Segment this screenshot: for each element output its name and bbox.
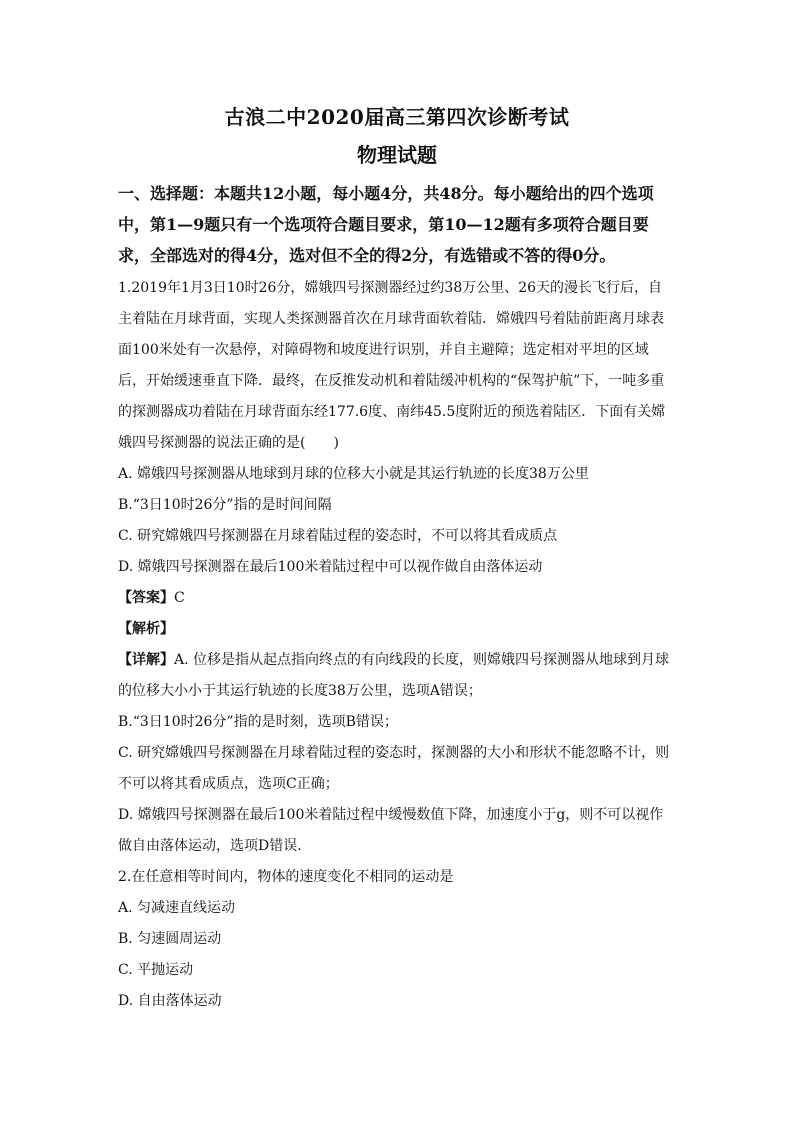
detail-a [118,645,676,707]
exam-subtitle: 物理试题 [357,143,437,167]
question-1-option-a: A. 嫦娥四号探测器从地球到月球的位移大小就是其运行轨迹的长度38万公里 [118,466,589,482]
detail-label: 【详解】 [118,652,174,668]
answer-line [118,583,676,614]
analysis-line [118,614,676,645]
answer-label: 【答案】 [118,590,174,606]
section-heading: 一、选择题：本题共12小题，每小题4分，共48分。每小题给出的四个选项中，第1—9题只有一个选项符合题目要求，第10—12题有多项符合题目要求，全部选对的得4分，选对但不全的得2分，有选错或不答的得0分。 [118,184,654,265]
question-1-option-b: B.“3日10时26分”指的是时间间隔 [118,497,332,513]
question-2-option-b: B. 匀速圆周运动 [118,931,222,947]
question-2-stem: 2.在任意相等时间内，物体的速度变化不相同的运动是 [118,869,454,885]
question-1-stem: 1.2019年1月3日10时26分，嫦娥四号探测器经过约38万公里、26天的漫长飞行后，自主着陆在月球背面，实现人类探测器首次在月球背面软着陆．嫦娥四号着陆前距离月球表面100米处有一次悬停，对障碍物和坡度进行识别，并自主避障；选定相对平坦的区域后，开始缓速垂直下降．最终，在反推发动机和着陆缓冲机构的“保驾护航”下，一吨多重的探测器成功着陆在月球背面东经177.6度、南纬45.5度附近的预选着陆区．下面有关嫦娥四号探测器的说法正确的是( ) [118,280,666,451]
question-2-option-c: C. 平抛运动 [118,962,194,978]
detail-c: C. 研究嫦娥四号探测器在月球着陆过程的姿态时，探测器的大小和形状不能忽略不计，则不可以将其看成质点，选项C正确； [118,745,670,792]
exam-title: 古浪二中2020届高三第四次诊断考试 [224,105,570,129]
answer-value: C [174,590,185,606]
question-1 [118,273,676,862]
question-2-option-d: D. 自由落体运动 [118,993,222,1009]
analysis-label: 【解析】 [118,621,174,637]
detail-d: D. 嫦娥四号探测器在最后100米着陆过程中缓慢数值下降，加速度小于g，则不可以视作做自由落体运动，选项D错误． [118,807,664,854]
question-1-option-c: C. 研究嫦娥四号探测器在月球着陆过程的姿态时，不可以将其看成质点 [118,528,558,544]
question-2 [118,862,676,1017]
question-1-option-d: D. 嫦娥四号探测器在最后100米着陆过程中可以视作做自由落体运动 [118,559,543,575]
question-2-option-a: A. 匀减速直线运动 [118,900,236,916]
detail-b: B.“3日10时26分”指的是时刻，选项B错误； [118,714,398,730]
detail-a-text: A. 位移是指从起点指向终点的有向线段的长度，则嫦娥四号探测器从地球到月球的位移大小小于其运行轨迹的长度38万公里，选项A错误； [118,652,670,699]
